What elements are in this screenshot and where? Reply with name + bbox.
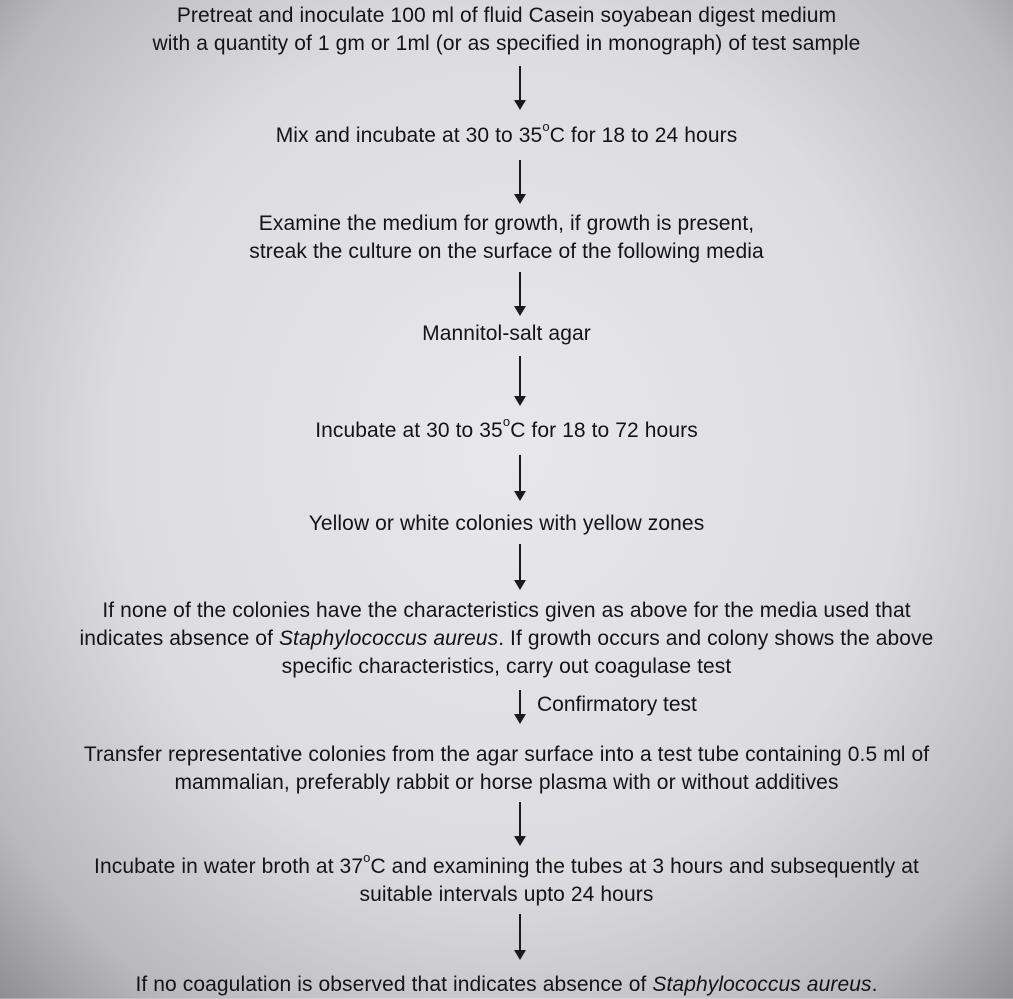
- step-medium-text: Mannitol-salt agar: [422, 322, 591, 345]
- step-examine: [0, 210, 1013, 266]
- degree-sign: o: [502, 414, 511, 429]
- degree-sign: o: [363, 850, 371, 865]
- organism-name: Staphylococcus aureus: [652, 973, 872, 996]
- step-inoculate-line-1: Pretreat and inoculate 100 ml of fluid Casein soyabean digest medium: [176, 4, 837, 27]
- arrow-down: [514, 160, 526, 204]
- arrow-down: [514, 544, 526, 590]
- step-incubate-72-text: Incubate at 30 to 35$^o$C for 18 to 72 hours: [315, 414, 698, 442]
- step-transfer: [0, 741, 1013, 797]
- step-mix-incubate-text: Mix and incubate at 30 to 35$^o$C for 18 to 24 hours: [275, 119, 738, 147]
- step-colonies-text: Yellow or white colonies with yellow zones: [308, 512, 705, 535]
- step-mix-incubate: [0, 119, 1013, 150]
- confirmatory-test-label: Confirmatory test: [537, 693, 697, 716]
- step-examine-line-1: Examine the medium for growth, if growth is present,: [258, 212, 755, 235]
- step-incubate-72: [0, 414, 1013, 445]
- step-incubate-37: [0, 850, 1013, 909]
- arrow-down: [514, 272, 526, 316]
- arrow-down: [514, 690, 526, 724]
- step-transfer-line-2: mammalian, preferably rabbit or horse plasma with or without additives: [174, 771, 839, 794]
- step-medium: [0, 320, 1013, 348]
- organism-name: Staphylococcus aureus: [278, 627, 499, 650]
- arrow-down: [514, 802, 526, 846]
- step-interpretation: [0, 597, 1013, 681]
- arrow-down: [514, 455, 526, 501]
- step-interpretation-line-1: If none of the colonies have the characteristics given as above for the media used that: [102, 599, 911, 622]
- step-conclusion-text: If no coagulation is observed that indicates absence of Staphylococcus aureus.: [135, 973, 878, 996]
- step-interpretation-line-3: specific characteristics, carry out coagulase test: [281, 655, 732, 678]
- arrow-down: [514, 66, 526, 110]
- degree-sign: o: [542, 119, 550, 134]
- step-interpretation-line-2: indicates absence of Staphylococcus aureus. If growth occurs and colony shows the above: [79, 627, 934, 650]
- arrow-down: [514, 356, 526, 406]
- step-inoculate: [0, 2, 1013, 58]
- step-conclusion: [0, 971, 1013, 999]
- step-examine-line-2: streak the culture on the surface of the following media: [249, 240, 764, 263]
- arrow-down: [514, 914, 526, 960]
- step-transfer-line-1: Transfer representative colonies from the agar surface into a test tube containing 0.5 ml of: [83, 743, 930, 766]
- step-incubate-37-line-2: suitable intervals upto 24 hours: [359, 883, 654, 906]
- step-incubate-37-line-1: Incubate in water broth at 37$^o$C and examining the tubes at 3 hours and subsequently at: [94, 850, 919, 878]
- step-inoculate-line-2: with a quantity of 1 gm or 1ml (or as specified in monograph) of test sample: [152, 32, 861, 55]
- step-colonies: [0, 510, 1013, 538]
